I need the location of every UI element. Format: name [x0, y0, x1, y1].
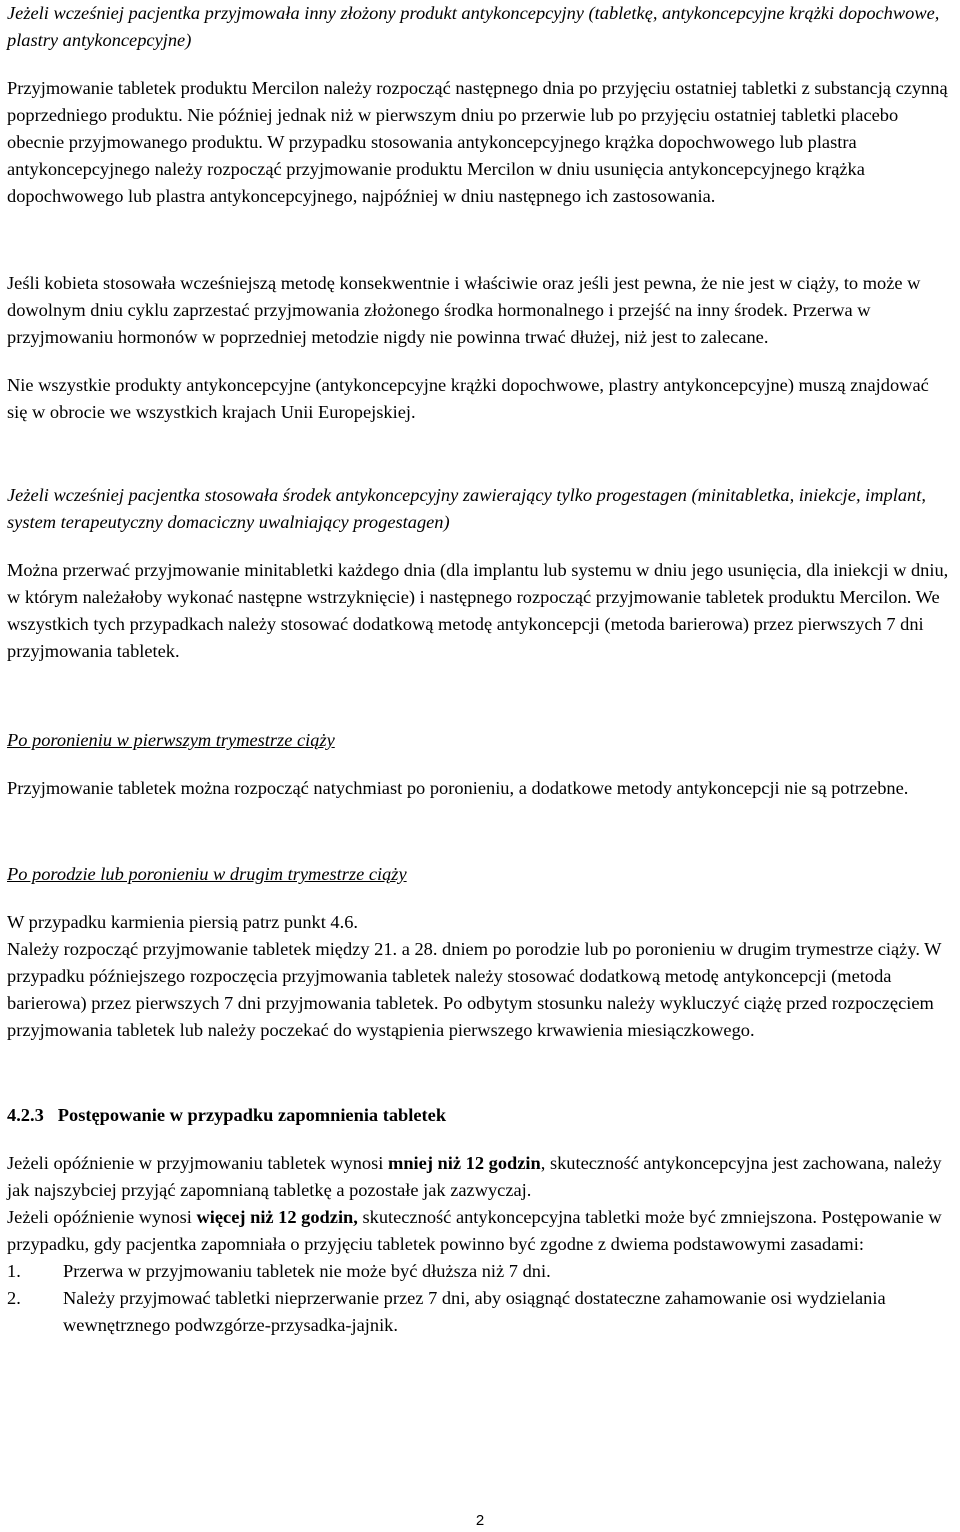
paragraph-second-trimester: Należy rozpocząć przyjmowanie tabletek między 21. a 28. dniem po porodzie lub po poronieniu w drugim trymestrze ciąży. W przypadku późniejszego rozpoczęcia przyjmowania tabletek należy stosować dodatkową metodę antykoncepcji (metoda barierowa) przez pierwszych 7 dni przyjmowania tabletek. Po odbytym stosunku należy wykluczyć ciążę przed rozpoczęciem przyjmowania tabletek lub należy poczekać do wystąpienia pierwszego krwawienia miesiączkowego. — [7, 939, 942, 1040]
paragraph-consistent-use: Jeśli kobieta stosowała wcześniejszą metodę konsekwentnie i właściwie oraz jeśli jest pewna, że nie jest w ciąży, to może w dowolnym dniu cyklu zaprzestać przyjmowania złożonego środka hormonalnego i przejść na inny środek. Przerwa w przyjmowaniu hormonów w poprzedniej metodzie nigdy nie powinna trwać dłużej, niż jest to zalecane. — [7, 273, 921, 347]
section-title-text: Postępowanie w przypadku zapomnienia tabletek — [57, 1105, 447, 1125]
paragraph-availability: Nie wszystkie produkty antykoncepcyjne (antykoncepcyjne krążki dopochwowe, plastry antykoncepcyjne) muszą znajdować się w obrocie we wszystkich krajach Unii Europejskiej. — [7, 375, 929, 422]
section-heading-progestagen: Jeżeli wcześniej pacjentka stosowała środek antykoncepcyjny zawierający tylko progestagen (minitabletka, iniekcje, implant, system terapeutyczny domaciczny uwalniający progestagen) — [7, 485, 926, 532]
section-switch-notes — [7, 270, 953, 426]
emphasis-less-than-12h: mniej niż 12 godzin — [388, 1153, 541, 1173]
section-heading-second-trimester: Po porodzie lub poronieniu w drugim trymestrze ciąży — [7, 864, 407, 884]
text-fragment: skuteczność antykoncepcyjna tabletki może być zmniejszona. Postępowanie w przypadku, gdy pacjentka zapomniała o przyjęciu tabletek powinno być zgodne z dwiema podstawowymi zasadami: — [7, 1207, 942, 1254]
paragraph-less-than-12h — [7, 1150, 953, 1204]
section-heading-first-trimester: Po poronieniu w pierwszym trymestrze ciąży — [7, 730, 335, 750]
paragraph-progestagen: Można przerwać przyjmowanie minitabletki każdego dnia (dla implantu lub systemu w dniu jego usunięcia, dla iniekcji w dniu, w którym należałoby wykonać następne wstrzyknięcie) i następnego rozpocząć przyjmowanie tabletek produktu Mercilon. We wszystkich tych przypadkach należy stosować dodatkową metodę antykoncepcji (metoda barierowa) przez pierwszych 7 dni przyjmowania tabletek. — [7, 560, 949, 661]
list-item-number: 2. — [7, 1288, 21, 1308]
section-heading-switch-combined: Jeżeli wcześniej pacjentka przyjmowała inny złożony produkt antykoncepcyjny (tabletkę, antykoncepcyjne krążki dopochwowe, plastry antykoncepcyjne) — [7, 3, 940, 50]
list-item — [7, 1285, 953, 1339]
section-number: 4.2.3 — [7, 1105, 44, 1125]
paragraph-switch-combined: Przyjmowanie tabletek produktu Mercilon należy rozpocząć następnego dnia po przyjęciu ostatniej tabletki z substancją czynną poprzedniego produktu. Nie później jednak niż w pierwszym dniu po przerwie lub po przyjęciu ostatniej tabletki placebo obecnie przyjmowanego produktu. W przypadku stosowania antykoncepcyjnego krążka dopochwowego lub plastra antykoncepcyjnego należy rozpocząć przyjmowanie produktu Mercilon w dniu usunięcia antykoncepcyjnego krążka dopochwowego lub plastra antykoncepcyjnego, najpóźniej w dniu następnego ich zastosowania. — [7, 78, 948, 206]
section-second-trimester — [7, 861, 953, 1044]
paragraph-more-than-12h — [7, 1204, 953, 1258]
section-progestagen-only — [7, 482, 953, 665]
list-item-text: Przerwa w przyjmowaniu tabletek nie może być dłuższa niż 7 dni. — [63, 1261, 551, 1281]
text-fragment: Jeżeli opóźnienie wynosi — [7, 1207, 197, 1227]
line-breastfeeding: W przypadku karmienia piersią patrz punkt 4.6. — [7, 912, 359, 932]
section-title-4-2-3 — [7, 1102, 953, 1129]
section-first-trimester — [7, 727, 953, 802]
text-fragment: , skuteczność antykoncepcyjna jest zachowana, należy jak najszybciej przyjąć zapomnianą tabletkę a pozostałe jak zazwyczaj. — [7, 1153, 942, 1200]
emphasis-more-than-12h: więcej niż 12 godzin, — [196, 1207, 358, 1227]
list-item-number: 1. — [7, 1261, 21, 1281]
section-4-2-3 — [7, 1102, 953, 1339]
rules-list — [7, 1258, 953, 1339]
list-item-text: Należy przyjmować tabletki nieprzerwanie przez 7 dni, aby osiągnąć dostateczne zahamowanie osi wydzielania wewnętrznego podwzgórze-przysadka-jajnik. — [63, 1288, 886, 1335]
text-fragment: Jeżeli opóźnienie w przyjmowaniu tabletek wynosi — [7, 1153, 388, 1173]
page-number: 2 — [475, 1512, 485, 1529]
list-item — [7, 1258, 953, 1285]
section-switch-combined — [7, 0, 953, 210]
paragraph-first-trimester: Przyjmowanie tabletek można rozpocząć natychmiast po poronieniu, a dodatkowe metody antykoncepcji nie są potrzebne. — [7, 778, 909, 798]
